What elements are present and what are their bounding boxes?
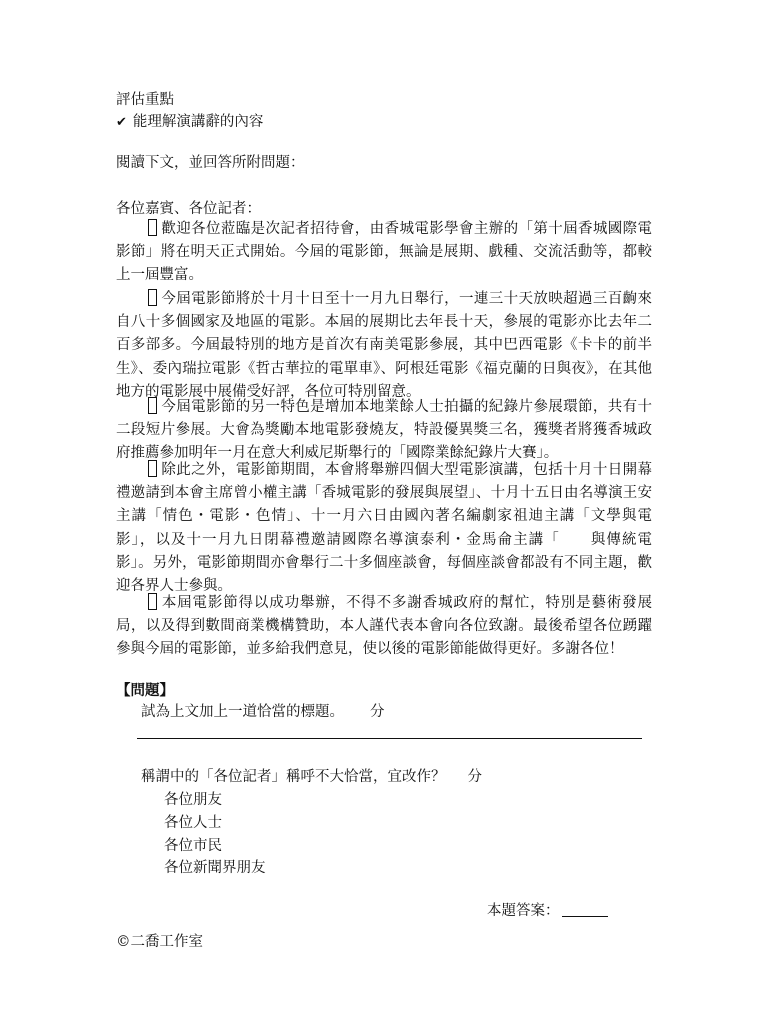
speech-paragraph-3 — [116, 396, 652, 466]
option-d: 各位新聞界朋友 — [164, 860, 266, 876]
question-2-text: 稱謂中的「各位記者」稱呼不大恰當，宜改作？ — [141, 769, 446, 785]
speech-paragraph-text: 歡迎各位蒞臨是次記者招待會，由香城電影學會主辦的「第十屆香城國際電影節」將在明天正式開始。今屆的電影節，無論是展期、戲種、交流活動等，都較上一屆豐富。 — [116, 221, 652, 284]
check-mark-icon: ✔ — [116, 115, 127, 130]
answer-blank[interactable] — [562, 902, 608, 917]
question-1-text: 試為上文加上一道恰當的標題。 — [141, 704, 344, 720]
reading-instruction: 閱讀下文，並回答所附問題： — [116, 155, 305, 171]
speech-paragraph-2 — [116, 288, 652, 404]
speech-paragraph-5 — [116, 592, 652, 662]
objective-text: 能理解演講辭的內容 — [132, 114, 264, 130]
speech-paragraph-text: 今屆電影節的另一特色是增加本地業餘人士拍攝的紀錄片參展環節，共有十二段短片參展。大會為獎勵本地電影發燒友，特設優異獎三名，獲獎者將獲香城政府推薦參加明年一月在意大利威尼斯舉行的「國際業餘紀錄片大賽」。 — [116, 399, 652, 462]
objective-line — [116, 113, 263, 132]
option-a: 各位朋友 — [164, 792, 222, 808]
answer-line[interactable] — [137, 738, 642, 739]
paragraph-marker-box — [148, 219, 157, 236]
speech-paragraph-text: 除此之外，電影節期間，本會將舉辦四個大型電影演講，包括十月十日開幕禮邀請到本會主席曾小權主講「香城電影的發展與展望」、十月十五日由名導演王安主講「情色・電影・色情」、十一月六日由國內著名編劇家祖迪主講「文學與電影」，以及十一月九日閉幕禮邀請國際名導演泰利・金馬侖主講「 與傳統電影」。另外，電影節期間亦會舉行二十多個座談會，每個座談會都設有不同主題，歡迎各界人士參與。 — [116, 462, 652, 595]
speech-paragraph-4 — [116, 459, 652, 598]
questions-heading: 【問題】 — [116, 682, 174, 699]
paragraph-marker-box — [148, 593, 157, 610]
paragraph-marker-box — [148, 397, 157, 414]
option-c: 各位市民 — [164, 838, 222, 854]
question-1-marks: 分 — [370, 704, 385, 720]
speech-salutation: 各位嘉賓、各位記者： — [116, 201, 261, 217]
question-2 — [141, 768, 482, 786]
speech-paragraph-text: 今屆電影節將於十月十日至十一月九日舉行，一連三十天放映超過三百齣來自八十多個國家及地區的電影。本屆的展期比去年長十天，參展的電影亦比去年二百多部多。今屆最特別的地方是首次有南美電影參展，其中巴西電影《卡卡的前半生》、委內瑞拉電影《哲古華拉的電單車》、阿根廷電影《福克蘭的日與夜》，在其他地方的電影展中展備受好評，各位可特別留意。 — [116, 291, 652, 400]
paragraph-marker-box — [148, 460, 157, 477]
answer-label: 本題答案： — [487, 903, 560, 919]
speech-paragraph-1 — [116, 218, 652, 288]
question-2-marks: 分 — [467, 769, 482, 785]
option-b: 各位人士 — [164, 815, 222, 831]
question-1 — [141, 703, 385, 721]
speech-paragraph-text: 本屆電影節得以成功舉辦，不得不多謝香城政府的幫忙，特別是藝術發展局，以及得到數間商業機構贊助，本人謹代表本會向各位致謝。最後希望各位踴躍參與今屆的電影節，並多給我們意見，使以後的電影節能做得更好。多謝各位！ — [116, 595, 652, 658]
paragraph-marker-box — [148, 289, 157, 306]
copyright-notice: ©二喬工作室 — [116, 934, 203, 950]
assessment-heading: 評估重點 — [116, 92, 174, 108]
answer-box-line — [487, 902, 608, 920]
